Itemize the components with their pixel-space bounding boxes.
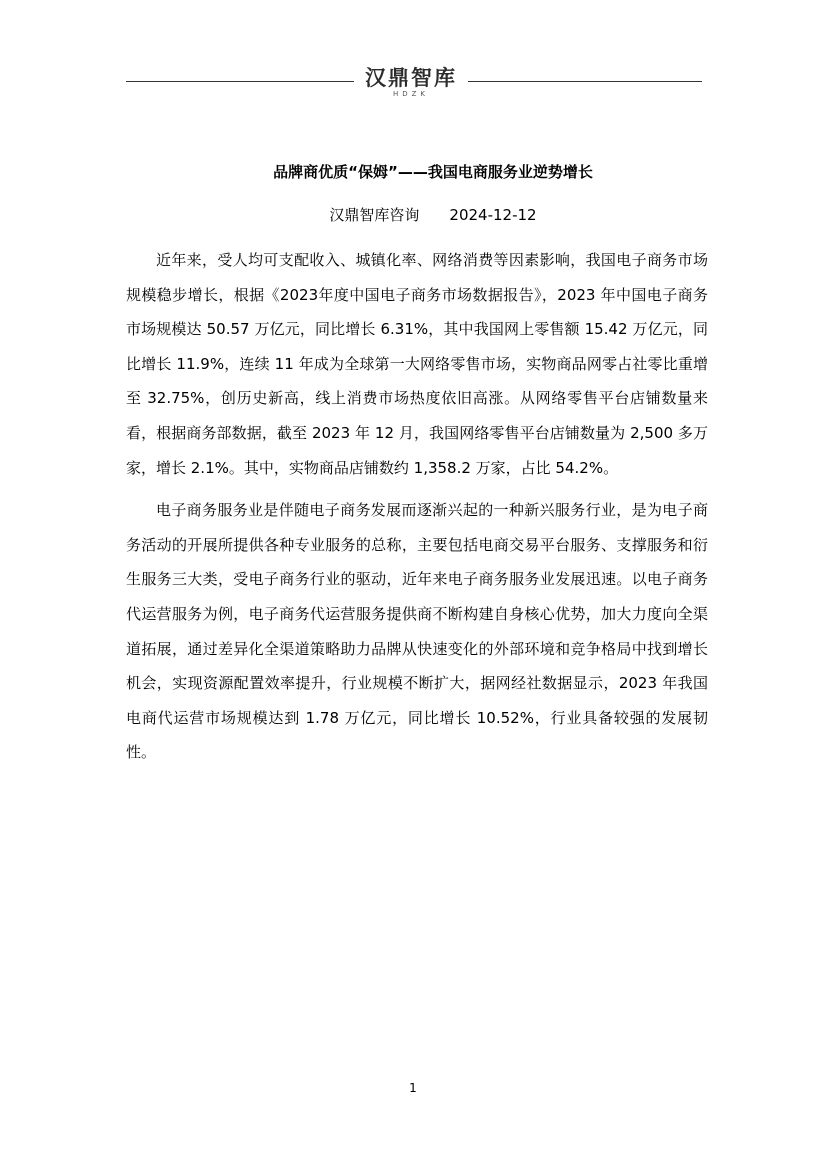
logo — [358, 64, 464, 99]
paragraph: 近年来，受人均可支配收入、城镇化率、网络消费等因素影响，我国电子商务市场规模稳步增长，根据《2023年度中国电子商务市场数据报告》，2023 年中国电子商务市场规模达 50.57 万亿元，同比增长 6.31%，其中我国网上零售额 15.42 万亿元，同比增长 11.9%，连续 11 年成为全球第一大网络零售市场，实物商品网零占社零比重增至 32.75%，创历史新高，线上消费市场热度依旧高涨。从网络零售平台店铺数量来看，根据商务部数据，截至 2023 年 12 月，我国网络零售平台店铺数量为 2,500 多万家，增长 2.1%。其中，实物商品店铺数约 1,358.2 万家，占比 54.2%。 — [126, 251, 708, 477]
document-meta — [0, 202, 826, 228]
source-label: 汉鼎智库咨询 — [329, 206, 420, 224]
publish-date: 2024-12-12 — [449, 206, 537, 224]
document-title: 品牌商优质“保姆”——我国电商服务业逆势增长 — [273, 163, 593, 181]
document-body — [126, 243, 708, 770]
logo-text: 汉鼎智库 — [365, 66, 457, 90]
header-divider-right — [468, 81, 702, 82]
page-number: 1 — [409, 1081, 417, 1095]
paragraph: 电子商务服务业是伴随电子商务发展而逐渐兴起的一种新兴服务行业，是为电子商务活动的开展所提供各种专业服务的总称，主要包括电商交易平台服务、支撑服务和衍生服务三大类，受电子商务行业的驱动，近年来电子商务服务业发展迅速。以电子商务代运营服务为例，电子商务代运营服务提供商不断构建自身核心优势，加大力度向全渠道拓展，通过差异化全渠道策略助力品牌从快速变化的外部环境和竞争格局中找到增长机会，实现资源配置效率提升，行业规模不断扩大，据网经社数据显示，2023 年我国电商代运营市场规模达到 1.78 万亿元，同比增长 10.52%，行业具备较强的发展韧性。 — [126, 501, 708, 762]
page-header — [126, 64, 702, 100]
logo-subtext: HDZK — [392, 90, 430, 98]
header-divider-left — [126, 81, 354, 82]
